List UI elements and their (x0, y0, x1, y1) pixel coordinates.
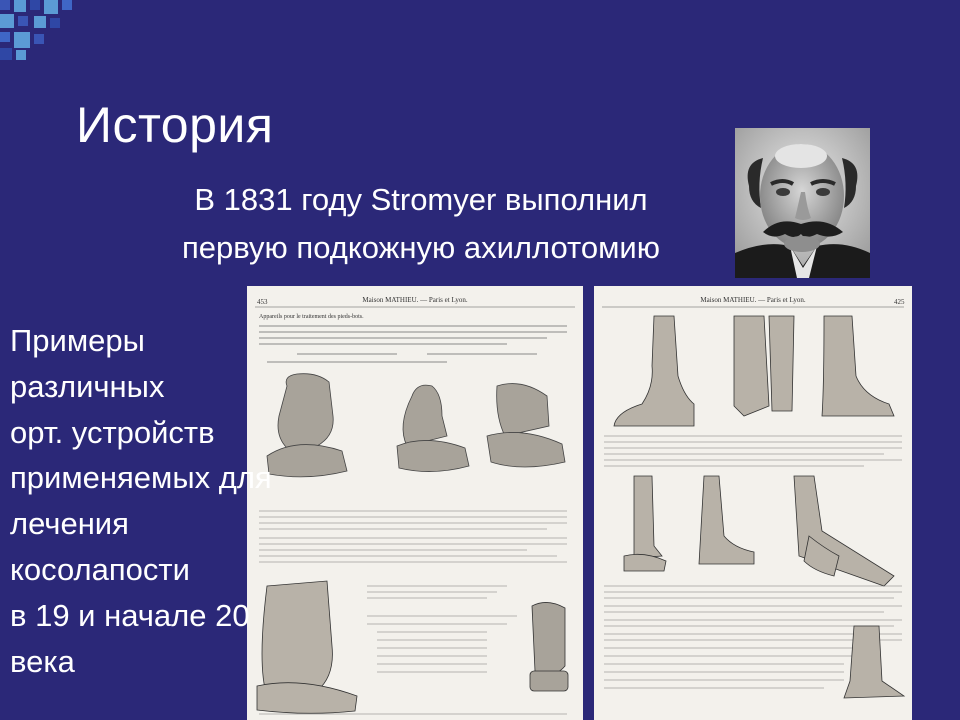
catalog-right-page-number: 425 (894, 298, 905, 306)
side-text-line-6: косолапости (10, 551, 190, 587)
side-text-line-2: различных (10, 368, 165, 404)
catalog-right-header: Maison MATHIEU. — Paris et Lyon. (700, 296, 806, 304)
side-text-line-1: Примеры (10, 323, 145, 358)
portrait-photo-icon (735, 128, 870, 278)
corner-decoration (0, 0, 80, 60)
subtitle-line-1: В 1831 году Stromyer выполнил (194, 182, 648, 217)
catalog-left-header: Maison MATHIEU. — Paris et Lyon. (362, 296, 468, 304)
portrait-photo (735, 128, 870, 278)
slide-title: История (76, 97, 274, 153)
subtitle-line-2: первую подкожную ахиллотомию (182, 230, 660, 265)
slide-subtitle (126, 176, 716, 272)
side-text-line-3: орт. устройств (10, 414, 215, 450)
side-text-line-7: в 19 и начале 20 (10, 597, 250, 633)
side-text (10, 318, 310, 684)
side-text-line-8: века (10, 643, 75, 679)
side-text-line-5: лечения (10, 506, 129, 542)
catalog-left-page-number: 453 (257, 298, 268, 306)
orthopedic-catalog-page-icon (594, 286, 912, 720)
side-text-line-4: применяемых для (10, 460, 272, 496)
catalog-left-section: Appareils pour le traitement des pieds-bots. (259, 314, 364, 320)
catalog-page-right (594, 286, 912, 720)
